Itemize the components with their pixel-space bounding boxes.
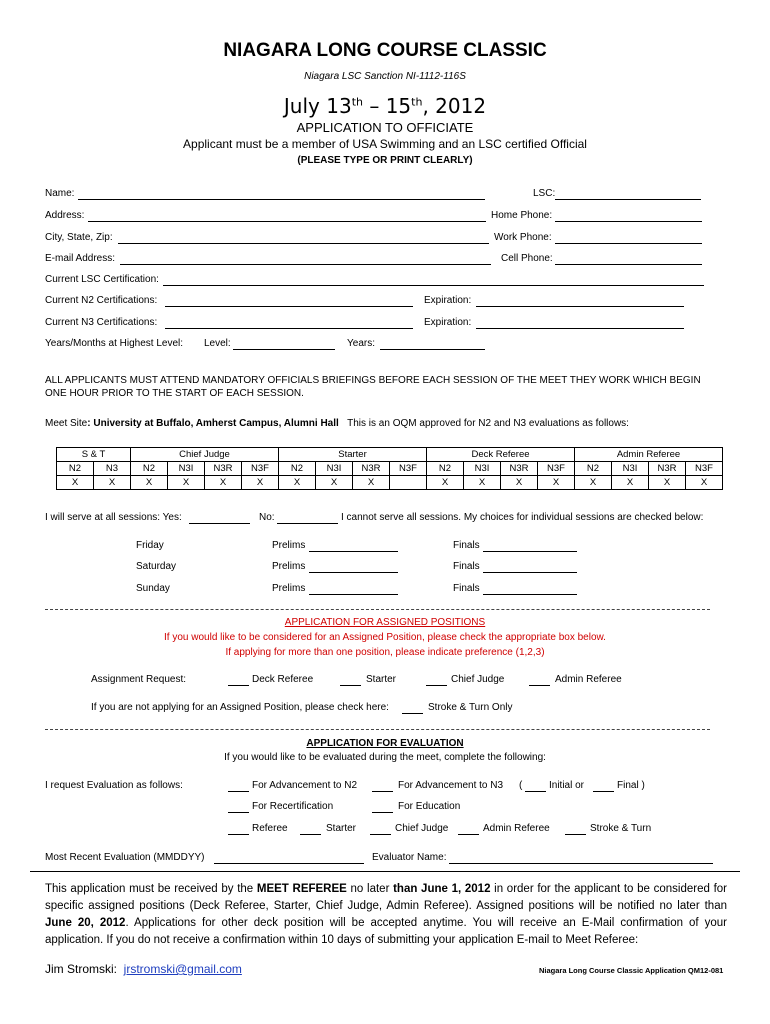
option-deck-referee: Deck Referee xyxy=(252,674,314,685)
level-cell: N3R xyxy=(205,462,242,476)
serve-all-no-field[interactable] xyxy=(277,514,338,524)
mark-cell xyxy=(390,476,427,490)
serve-all-yes-field[interactable] xyxy=(189,514,250,524)
saturday-finals-label: Finals xyxy=(453,561,480,572)
section-divider xyxy=(45,729,710,730)
form-id: Niagara Long Course Classic Application QM12-081 xyxy=(539,966,724,975)
evaluator-label: Evaluator Name: xyxy=(372,852,447,863)
assigned-line1: If you would like to be considered for an Assigned Position, please check the appropriate box below. xyxy=(164,632,606,643)
initial-checkbox[interactable] xyxy=(525,782,546,792)
n3-cert-label: Current N3 Certifications: xyxy=(45,317,158,328)
friday-finals-field[interactable] xyxy=(483,542,577,552)
years-label: Years: xyxy=(347,338,375,349)
lsc-cert-field[interactable] xyxy=(163,276,704,286)
mark-cell: X xyxy=(686,476,723,490)
level-cell: N3I xyxy=(464,462,501,476)
lsc-cert-label: Current LSC Certification: xyxy=(45,274,159,285)
city-label: City, State, Zip: xyxy=(45,232,113,243)
mark-cell: X xyxy=(279,476,316,490)
years-months-label: Years/Months at Highest Level: xyxy=(45,338,184,349)
table-row xyxy=(57,476,723,490)
level-cell: N3I xyxy=(316,462,353,476)
name-field[interactable] xyxy=(78,190,485,200)
level-cell: N3F xyxy=(686,462,723,476)
eval-stroke-turn-checkbox[interactable] xyxy=(565,825,586,835)
n2-expiration-label: Expiration: xyxy=(424,295,472,306)
level-cell: N3F xyxy=(390,462,427,476)
section-divider xyxy=(45,609,710,610)
meet-date: July 13th – 15th, 2012 xyxy=(283,94,487,118)
mark-cell: X xyxy=(575,476,612,490)
level-cell: N3I xyxy=(168,462,205,476)
eval-admin-referee-checkbox[interactable] xyxy=(458,825,479,835)
option-chief-judge: Chief Judge xyxy=(451,674,505,685)
level-field[interactable] xyxy=(233,340,335,350)
mark-cell: X xyxy=(94,476,131,490)
deck-referee-checkbox[interactable] xyxy=(228,676,249,686)
eval-starter-checkbox[interactable] xyxy=(300,825,321,835)
adv-n3-checkbox[interactable] xyxy=(372,782,393,792)
saturday-prelims-field[interactable] xyxy=(309,563,398,573)
city-field[interactable] xyxy=(118,234,489,244)
level-cell: N3F xyxy=(538,462,575,476)
starter-checkbox[interactable] xyxy=(340,676,361,686)
mark-cell: X xyxy=(501,476,538,490)
level-label: Level: xyxy=(204,338,231,349)
adv-n2-checkbox[interactable] xyxy=(228,782,249,792)
role-stroke-turn: Stroke & Turn xyxy=(590,823,652,834)
role-chief-judge: Chief Judge xyxy=(395,823,449,834)
assignment-request-label: Assignment Request: xyxy=(91,674,187,685)
stroke-turn-checkbox[interactable] xyxy=(402,704,423,714)
evaluation-heading: APPLICATION FOR EVALUATION xyxy=(306,738,464,749)
table-header-row xyxy=(57,448,723,462)
recert-label: For Recertification xyxy=(252,801,334,812)
saturday-finals-field[interactable] xyxy=(483,563,577,573)
print-instruction: (PLEASE TYPE OR PRINT CLEARLY) xyxy=(297,155,473,166)
friday-prelims-field[interactable] xyxy=(309,542,398,552)
friday-finals-label: Finals xyxy=(453,540,480,551)
saturday-prelims-label: Prelims xyxy=(272,561,306,572)
mark-cell: X xyxy=(427,476,464,490)
mark-cell: X xyxy=(538,476,575,490)
mark-cell: X xyxy=(464,476,501,490)
mark-cell: X xyxy=(168,476,205,490)
work-phone-label: Work Phone: xyxy=(494,232,552,243)
sanction-number: Niagara LSC Sanction NI-1112-116S xyxy=(304,71,466,82)
level-cell: N3 xyxy=(94,462,131,476)
serve-all-label: I will serve at all sessions: Yes: xyxy=(45,512,182,523)
email-label: E-mail Address: xyxy=(45,253,116,264)
level-cell: N2 xyxy=(427,462,464,476)
recent-evaluation-field[interactable] xyxy=(214,854,364,864)
paren-open: ( xyxy=(519,780,523,791)
mark-cell: X xyxy=(353,476,390,490)
evaluation-positions-table xyxy=(56,447,723,490)
level-cell: N3F xyxy=(242,462,279,476)
level-cell: N2 xyxy=(279,462,316,476)
cannot-serve-label: I cannot serve all sessions. My choices for individual sessions are checked below: xyxy=(341,512,704,523)
level-cell: N2 xyxy=(57,462,94,476)
form-title: NIAGARA LONG COURSE CLASSIC xyxy=(223,40,547,61)
address-field[interactable] xyxy=(88,212,486,222)
role-admin-referee: Admin Referee xyxy=(483,823,550,834)
table-row xyxy=(57,462,723,476)
applicant-requirement: Applicant must be a member of USA Swimming and an LSC certified Official xyxy=(183,137,587,151)
email-field[interactable] xyxy=(120,255,491,265)
mark-cell: X xyxy=(205,476,242,490)
n3-expiration-label: Expiration: xyxy=(424,317,472,328)
years-field[interactable] xyxy=(380,340,485,350)
submission-notice: This application must be received by the MEET REFEREE no later than June 1, 2012 in order for the applicant to be considered for specific assigned positions (Deck Referee, Starter, Chief Judge, Admin Referee). Assigned positions will be notified no later than June 20, 2012. Applications for other deck position will be accepted anytime. You will receive an E-Mail confirmation of your application. If you do not receive a confirmation within 10 days of submitting your application E-mail to Meet Referee: xyxy=(45,883,728,946)
initial-label: Initial or xyxy=(549,780,585,791)
mark-cell: X xyxy=(131,476,168,490)
n2-cert-label: Current N2 Certifications: xyxy=(45,295,158,306)
home-phone-field[interactable] xyxy=(555,212,702,222)
cell-phone-label: Cell Phone: xyxy=(501,253,553,264)
lsc-field[interactable] xyxy=(555,190,701,200)
level-cell: N3R xyxy=(649,462,686,476)
group-chief-judge: Chief Judge xyxy=(131,448,279,462)
role-starter: Starter xyxy=(326,823,357,834)
footer-divider xyxy=(30,871,740,872)
sunday-finals-label: Finals xyxy=(453,583,480,594)
option-admin-referee: Admin Referee xyxy=(555,674,622,685)
option-starter: Starter xyxy=(366,674,397,685)
cell-phone-field[interactable] xyxy=(555,255,702,265)
eval-chief-judge-checkbox[interactable] xyxy=(370,825,391,835)
home-phone-label: Home Phone: xyxy=(491,210,553,221)
sunday-prelims-field[interactable] xyxy=(309,585,398,595)
friday-prelims-label: Prelims xyxy=(272,540,306,551)
day-sunday: Sunday xyxy=(136,583,170,594)
group-deck-referee: Deck Referee xyxy=(427,448,575,462)
evaluation-subheading: If you would like to be evaluated during the meet, complete the following: xyxy=(224,752,546,763)
n3-cert-field[interactable] xyxy=(165,319,413,329)
stroke-turn-only: Stroke & Turn Only xyxy=(428,702,513,713)
address-label: Address: xyxy=(45,210,85,221)
n3-expiration-field[interactable] xyxy=(476,319,684,329)
contact-email-link[interactable]: jrstromski@gmail.com xyxy=(123,962,242,976)
mark-cell: X xyxy=(612,476,649,490)
evaluator-field[interactable] xyxy=(449,854,713,864)
mark-cell: X xyxy=(649,476,686,490)
admin-referee-checkbox[interactable] xyxy=(529,676,550,686)
meet-site: Meet Site: University at Buffalo, Amherst Campus, Alumni Hall This is an OQM approved for N2 and N3 evaluations as follows: xyxy=(45,418,629,429)
mark-cell: X xyxy=(57,476,94,490)
chief-judge-checkbox[interactable] xyxy=(426,676,447,686)
contact-line xyxy=(45,962,242,976)
lsc-label: LSC: xyxy=(533,188,556,199)
n2-expiration-field[interactable] xyxy=(476,297,684,307)
final-label: Final ) xyxy=(617,780,645,791)
adv-n3-label: For Advancement to N3 xyxy=(398,780,504,791)
not-applying-label: If you are not applying for an Assigned Position, please check here: xyxy=(91,702,389,713)
group-s-and-t: S & T xyxy=(57,448,131,462)
work-phone-field[interactable] xyxy=(555,234,702,244)
education-label: For Education xyxy=(398,801,461,812)
sunday-finals-field[interactable] xyxy=(483,585,577,595)
n2-cert-field[interactable] xyxy=(165,297,413,307)
application-title: APPLICATION TO OFFICIATE xyxy=(296,120,474,135)
role-referee: Referee xyxy=(252,823,288,834)
evaluation-request-label: I request Evaluation as follows: xyxy=(45,780,183,791)
serve-all-no-label: No: xyxy=(259,512,275,523)
briefing-notice: ALL APPLICANTS MUST ATTEND MANDATORY OFFICIALS BRIEFINGS BEFORE EACH SESSION OF THE MEET THEY WORK WHICH BEGIN ONE HOUR PRIOR TO THE START OF EACH SESSION. xyxy=(45,375,701,399)
assigned-line2: If applying for more than one position, please indicate preference (1,2,3) xyxy=(225,647,545,658)
referee-checkbox[interactable] xyxy=(228,825,249,835)
day-friday: Friday xyxy=(136,540,164,551)
level-cell: N3I xyxy=(612,462,649,476)
name-label: Name: xyxy=(45,188,75,199)
recert-checkbox[interactable] xyxy=(228,803,249,813)
level-cell: N3R xyxy=(353,462,390,476)
level-cell: N2 xyxy=(575,462,612,476)
group-admin-referee: Admin Referee xyxy=(575,448,723,462)
mark-cell: X xyxy=(316,476,353,490)
recent-evaluation-label: Most Recent Evaluation (MMDDYY) xyxy=(45,852,205,863)
final-checkbox[interactable] xyxy=(593,782,614,792)
adv-n2-label: For Advancement to N2 xyxy=(252,780,358,791)
contact-name: Jim Stromski: xyxy=(45,962,117,976)
sunday-prelims-label: Prelims xyxy=(272,583,306,594)
day-saturday: Saturday xyxy=(136,561,177,572)
education-checkbox[interactable] xyxy=(372,803,393,813)
assigned-heading: APPLICATION FOR ASSIGNED POSITIONS xyxy=(284,617,486,628)
level-cell: N2 xyxy=(131,462,168,476)
group-starter: Starter xyxy=(279,448,427,462)
mark-cell: X xyxy=(242,476,279,490)
level-cell: N3R xyxy=(501,462,538,476)
